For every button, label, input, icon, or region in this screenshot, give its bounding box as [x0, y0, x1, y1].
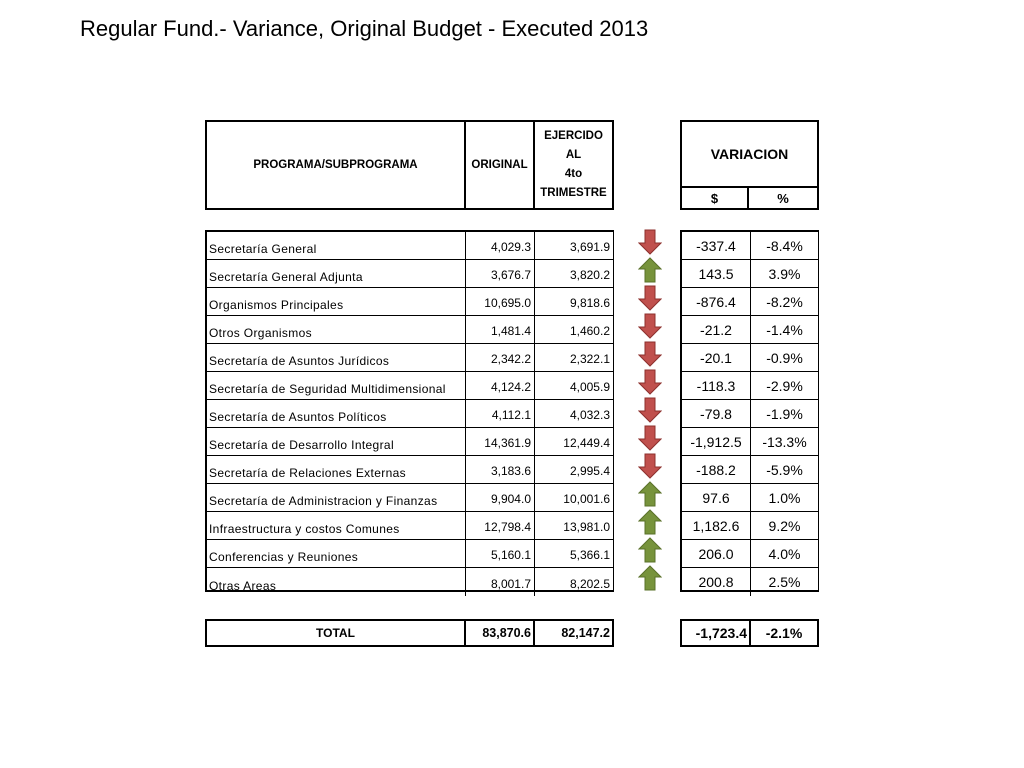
- variacion-row: [682, 344, 818, 372]
- red-down-arrow-icon: [638, 285, 662, 311]
- total-var-dollar: -1,723.4: [682, 621, 751, 645]
- row-ejercido: 12,449.4: [563, 436, 610, 450]
- row-programa: Secretaría de Relaciones Externas: [207, 456, 466, 483]
- row-ejercido: 9,818.6: [569, 296, 610, 310]
- green-up-arrow-icon: [638, 509, 662, 535]
- row-programa: Otros Organismos: [207, 316, 466, 343]
- row-var-dollar: 97.6: [682, 484, 751, 511]
- row-programa: Secretaría de Asuntos Jurídicos: [207, 344, 466, 371]
- total-variacion-row: [680, 619, 819, 647]
- variacion-row: [682, 400, 818, 428]
- row-programa: Secretaría de Seguridad Multidimensional: [207, 372, 466, 399]
- header-programa: PROGRAMA/SUBPROGRAMA: [207, 122, 466, 208]
- row-programa: Secretaría General: [207, 232, 466, 259]
- header-ejercido-line: EJERCIDO AL: [544, 130, 603, 161]
- variacion-row: [682, 260, 818, 288]
- row-var-percent: 1.0%: [768, 489, 801, 506]
- row-original: 8,001.7: [466, 568, 535, 596]
- main-table-header: [205, 120, 614, 210]
- variacion-row: [682, 288, 818, 316]
- row-var-percent: 2.5%: [768, 574, 801, 590]
- row-original: 3,676.7: [466, 260, 535, 287]
- green-up-arrow-icon: [638, 481, 662, 507]
- row-original: 14,361.9: [466, 428, 535, 455]
- row-var-percent: -1.9%: [766, 405, 803, 422]
- variacion-row: [682, 232, 818, 260]
- variacion-row: [682, 372, 818, 400]
- row-var-percent: 9.2%: [768, 517, 801, 534]
- row-original: 5,160.1: [466, 540, 535, 567]
- row-var-percent: 4.0%: [768, 545, 801, 562]
- header-ejercido-line: 4to: [564, 168, 583, 180]
- header-ejercido-line: TRIMESTRE: [540, 187, 607, 199]
- row-ejercido: 8,202.5: [569, 576, 610, 591]
- red-down-arrow-icon: [638, 229, 662, 255]
- variacion-row: [682, 512, 818, 540]
- row-original: 4,124.2: [466, 372, 535, 399]
- row-var-dollar: -337.4: [682, 232, 751, 259]
- table-row: [207, 484, 613, 512]
- table-row: [207, 456, 613, 484]
- row-var-percent: 3.9%: [768, 265, 801, 282]
- row-ejercido: 10,001.6: [563, 492, 610, 506]
- row-var-percent: -1.4%: [766, 321, 803, 338]
- header-var-dollar: $: [682, 188, 749, 208]
- red-down-arrow-icon: [638, 453, 662, 479]
- row-var-dollar: -118.3: [682, 372, 751, 399]
- row-var-dollar: -21.2: [682, 316, 751, 343]
- row-var-dollar: -1,912.5: [682, 428, 751, 455]
- row-var-percent: -2.9%: [766, 377, 803, 394]
- green-up-arrow-icon: [638, 565, 662, 591]
- row-programa: Secretaría General Adjunta: [207, 260, 466, 287]
- total-var-percent: -2.1%: [765, 625, 803, 641]
- row-original: 4,029.3: [466, 232, 535, 259]
- table-row: [207, 400, 613, 428]
- header-original: ORIGINAL: [466, 122, 535, 208]
- row-ejercido: 3,691.9: [569, 240, 610, 254]
- row-var-percent: -0.9%: [766, 349, 803, 366]
- row-original: 3,183.6: [466, 456, 535, 483]
- table-row: [207, 540, 613, 568]
- row-original: 4,112.1: [466, 400, 535, 427]
- red-down-arrow-icon: [638, 341, 662, 367]
- row-var-dollar: -188.2: [682, 456, 751, 483]
- red-down-arrow-icon: [638, 313, 662, 339]
- row-original: 1,481.4: [466, 316, 535, 343]
- row-original: 10,695.0: [466, 288, 535, 315]
- row-ejercido: 13,981.0: [563, 520, 610, 534]
- variacion-row: [682, 316, 818, 344]
- row-var-dollar: 143.5: [682, 260, 751, 287]
- row-var-dollar: -876.4: [682, 288, 751, 315]
- table-row: [207, 372, 613, 400]
- row-programa: Secretaría de Desarrollo Integral: [207, 428, 466, 455]
- row-original: 9,904.0: [466, 484, 535, 511]
- red-down-arrow-icon: [638, 369, 662, 395]
- variacion-row: [682, 484, 818, 512]
- variacion-table-body: [680, 230, 819, 592]
- table-row: [207, 512, 613, 540]
- table-row: [207, 260, 613, 288]
- table-row: [207, 428, 613, 456]
- row-var-dollar: 200.8: [682, 568, 751, 596]
- row-original: 2,342.2: [466, 344, 535, 371]
- row-ejercido: 3,820.2: [569, 268, 610, 282]
- variacion-row: [682, 568, 818, 596]
- row-programa: Secretaría de Asuntos Políticos: [207, 400, 466, 427]
- header-var-percent: %: [777, 190, 789, 206]
- green-up-arrow-icon: [638, 257, 662, 283]
- row-ejercido: 4,032.3: [569, 408, 610, 422]
- table-row: [207, 288, 613, 316]
- row-var-percent: -8.4%: [766, 237, 803, 254]
- page-title: Regular Fund.- Variance, Original Budget - Executed 2013: [80, 16, 649, 41]
- variacion-row: [682, 540, 818, 568]
- row-programa: Organismos Principales: [207, 288, 466, 315]
- row-ejercido: 4,005.9: [569, 380, 610, 394]
- row-var-percent: -13.3%: [762, 433, 807, 450]
- row-programa: Conferencias y Reuniones: [207, 540, 466, 567]
- row-var-dollar: -20.1: [682, 344, 751, 371]
- green-up-arrow-icon: [638, 537, 662, 563]
- row-programa: Secretaría de Administracion y Finanzas: [207, 484, 466, 511]
- row-var-dollar: -79.8: [682, 400, 751, 427]
- total-row: [205, 619, 614, 647]
- header-ejercido: [535, 122, 612, 208]
- red-down-arrow-icon: [638, 425, 662, 451]
- total-ejercido: 82,147.2: [561, 626, 610, 640]
- row-ejercido: 5,366.1: [569, 548, 610, 562]
- row-var-percent: -8.2%: [766, 293, 803, 310]
- table-row: [207, 316, 613, 344]
- header-variacion: VARIACION: [682, 122, 817, 188]
- variacion-row: [682, 428, 818, 456]
- row-ejercido: 1,460.2: [569, 324, 610, 338]
- row-ejercido: 2,995.4: [569, 464, 610, 478]
- table-row: [207, 232, 613, 260]
- variacion-row: [682, 456, 818, 484]
- row-programa: Infraestructura y costos Comunes: [207, 512, 466, 539]
- row-var-dollar: 1,182.6: [682, 512, 751, 539]
- table-row: [207, 568, 613, 596]
- table-row: [207, 344, 613, 372]
- row-original: 12,798.4: [466, 512, 535, 539]
- total-label: TOTAL: [207, 621, 466, 645]
- row-ejercido: 2,322.1: [569, 352, 610, 366]
- variacion-table-header: [680, 120, 819, 210]
- total-original: 83,870.6: [466, 621, 535, 645]
- red-down-arrow-icon: [638, 397, 662, 423]
- row-var-percent: -5.9%: [766, 461, 803, 478]
- main-table-body: [205, 230, 614, 592]
- row-var-dollar: 206.0: [682, 540, 751, 567]
- row-programa: Otras Areas: [207, 568, 466, 596]
